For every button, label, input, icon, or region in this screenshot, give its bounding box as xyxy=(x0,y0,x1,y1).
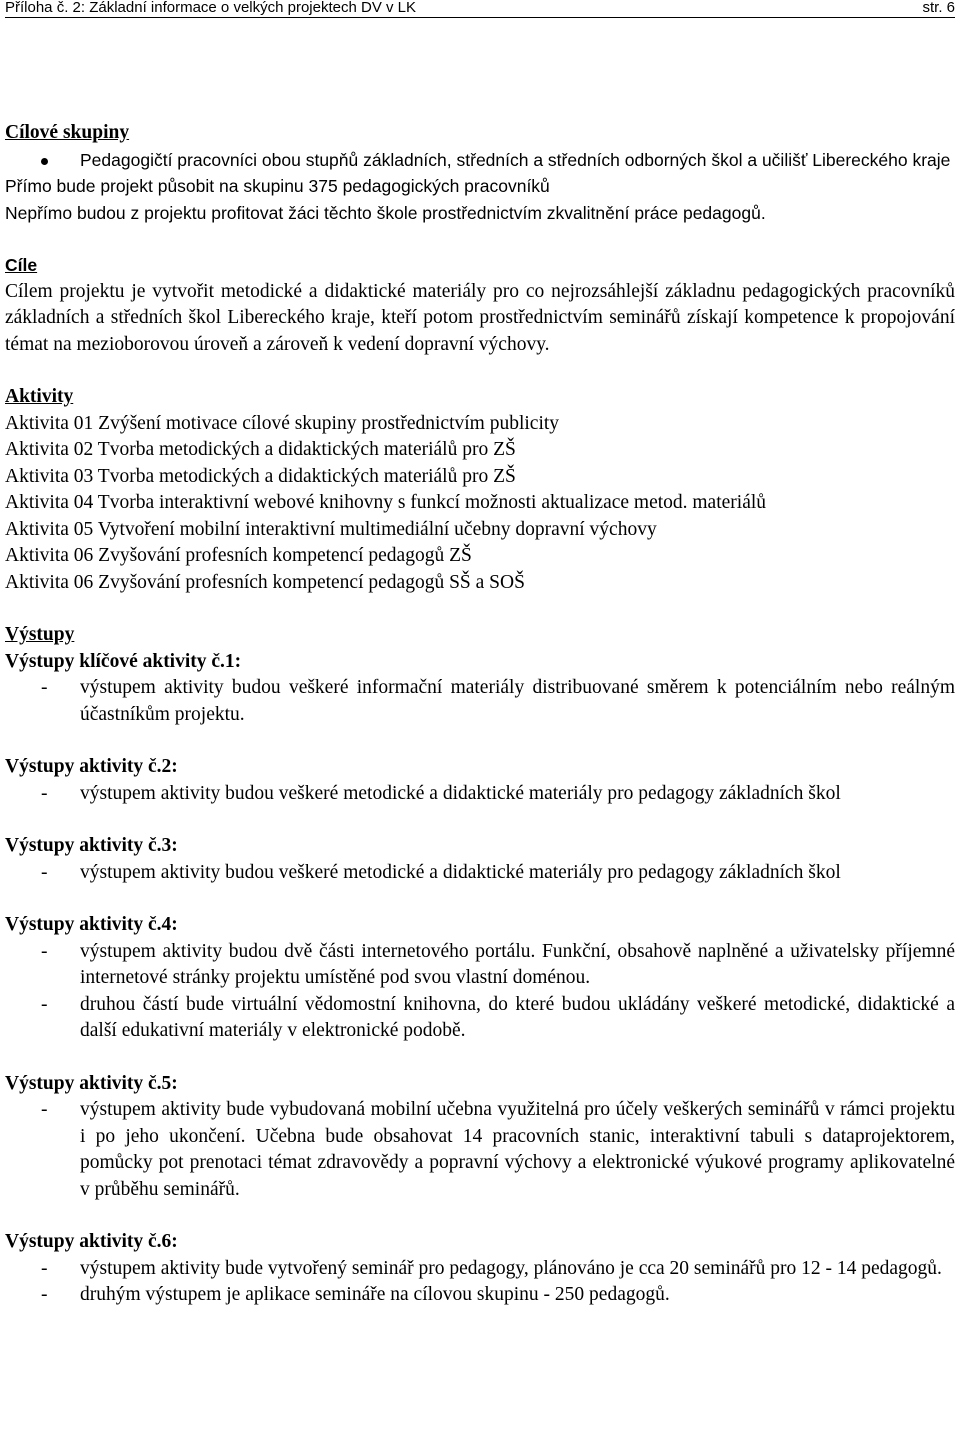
dash-marker: - xyxy=(41,1099,48,1120)
activity-item: Aktivita 03 Tvorba metodických a didaktických materiálů pro ZŠ xyxy=(5,465,516,487)
output-text: výstupem aktivity bude vybudovaná mobilní učebna využitelná pro účely veškerých seminářů v rámci projektu i po jeho ukončení. Učebna bude obsahovat 14 pracovních stanic, interaktivní tabuli s dataprojektorem, pomůcky pot prenotaci témat zdravovědy a popravní výchovy a elektronické výukové programy aplikovatelné v průběhu seminářů. xyxy=(80,1099,955,1200)
activity-item: Aktivita 06 Zvyšování profesních kompetencí pedagogů SŠ a SOŠ xyxy=(5,571,525,593)
dash-marker: - xyxy=(41,782,48,804)
target-line-indirect: Nepřímo budou z projektu profitovat žáci těchto škole prostřednictvím zkvalitnění práce pedagogů. xyxy=(5,202,766,223)
output-item xyxy=(5,1256,955,1283)
output-text: druhým výstupem je aplikace semináře na cílovou skupinu - 250 pedagogů. xyxy=(80,1284,670,1305)
bullet-text: Pedagogičtí pracovníci obou stupňů základních, středních a středních odborných škol a učilišť Libereckého kraje xyxy=(80,149,951,170)
output-heading: Výstupy aktivity č.3: xyxy=(5,835,178,856)
dash-marker: - xyxy=(41,940,48,962)
output-heading: Výstupy aktivity č.6: xyxy=(5,1231,178,1252)
page-number: str. 6 xyxy=(922,0,955,16)
output-heading: Výstupy aktivity č.4: xyxy=(5,914,178,935)
output-heading: Výstupy klíčové aktivity č.1: xyxy=(5,650,242,672)
section-title: Výstupy xyxy=(5,624,75,645)
dash-marker: - xyxy=(41,677,48,698)
output-text: druhou částí bude virtuální vědomostní knihovna, do které budou ukládány veškeré metodické, didaktické a další edukativní materiály v elektronické podobě. xyxy=(80,993,955,1041)
output-text: výstupem aktivity budou veškeré informační materiály distribuované směrem k potenciálním nebo reálným účastníkům projektu. xyxy=(80,677,955,725)
output-text: výstupem aktivity budou dvě části internetového portálu. Funkční, obsahově naplněné a uživatelsky příjemné internetové stránky projektu umístěné pod svou vlastní doménou. xyxy=(80,940,955,988)
dash-marker: - xyxy=(41,993,48,1015)
section-title: Aktivity xyxy=(5,386,74,407)
activity-item: Aktivita 04 Tvorba interaktivní webové knihovny s funkcí možnosti aktualizace metod. materiálů xyxy=(5,492,767,513)
dash-marker: - xyxy=(41,861,48,883)
page-header xyxy=(5,0,955,16)
activity-item: Aktivita 01 Zvýšení motivace cílové skupiny prostřednictvím publicity xyxy=(5,412,560,434)
dash-marker: - xyxy=(41,1284,48,1305)
activity-item: Aktivita 02 Tvorba metodických a didaktických materiálů pro ZŠ xyxy=(5,439,516,460)
bullet-dot-icon xyxy=(41,158,48,165)
header-rule xyxy=(5,17,955,18)
output-item xyxy=(5,781,955,808)
target-line-direct: Přímo bude projekt působit na skupinu 375 pedagogických pracovníků xyxy=(5,176,550,196)
output-text: výstupem aktivity bude vytvořený seminář pro pedagogy, plánováno je cca 20 seminářů pro 12 - 14 pedagogů. xyxy=(80,1257,942,1279)
activity-item: Aktivita 05 Vytvoření mobilní interaktivní multimediální učebny dopravní výchovy xyxy=(5,518,657,540)
activity-item: Aktivita 06 Zvyšování profesních kompetencí pedagogů ZŠ xyxy=(5,545,472,566)
section-cile xyxy=(5,252,955,358)
output-text: výstupem aktivity budou veškeré metodické a didaktické materiály pro pedagogy základních škol xyxy=(80,861,841,883)
goal-paragraph: Cílem projektu je vytvořit metodické a didaktické materiály pro co nejrozsáhlejší základnu pedagogických pracovníků základních a středních škol Libereckého kraje, kteří potom prostřednictvím seminářů získají kompetence k propojování témat na mezioborovou úroveň a zároveň k vedení dopravní výchovy. xyxy=(5,280,955,355)
output-heading: Výstupy aktivity č.2: xyxy=(5,756,178,777)
output-item xyxy=(5,992,955,1045)
header-title: Příloha č. 2: Základní informace o velkých projektech DV v LK xyxy=(5,0,417,16)
section-aktivity xyxy=(5,384,955,596)
section-vystupy xyxy=(5,622,955,1309)
output-item xyxy=(5,860,955,887)
output-item xyxy=(5,675,955,728)
bullet-item xyxy=(5,147,955,174)
section-title: Cílové skupiny xyxy=(5,122,130,143)
output-item xyxy=(5,1097,955,1203)
dash-marker: - xyxy=(41,1257,48,1279)
output-item xyxy=(5,939,955,992)
output-text: výstupem aktivity budou veškeré metodické a didaktické materiály pro pedagogy základních škol xyxy=(80,782,841,804)
output-item xyxy=(5,1282,955,1309)
section-title: Cíle xyxy=(5,255,38,275)
document-body xyxy=(5,120,955,1309)
section-cilove-skupiny xyxy=(5,120,955,226)
output-heading: Výstupy aktivity č.5: xyxy=(5,1072,178,1094)
